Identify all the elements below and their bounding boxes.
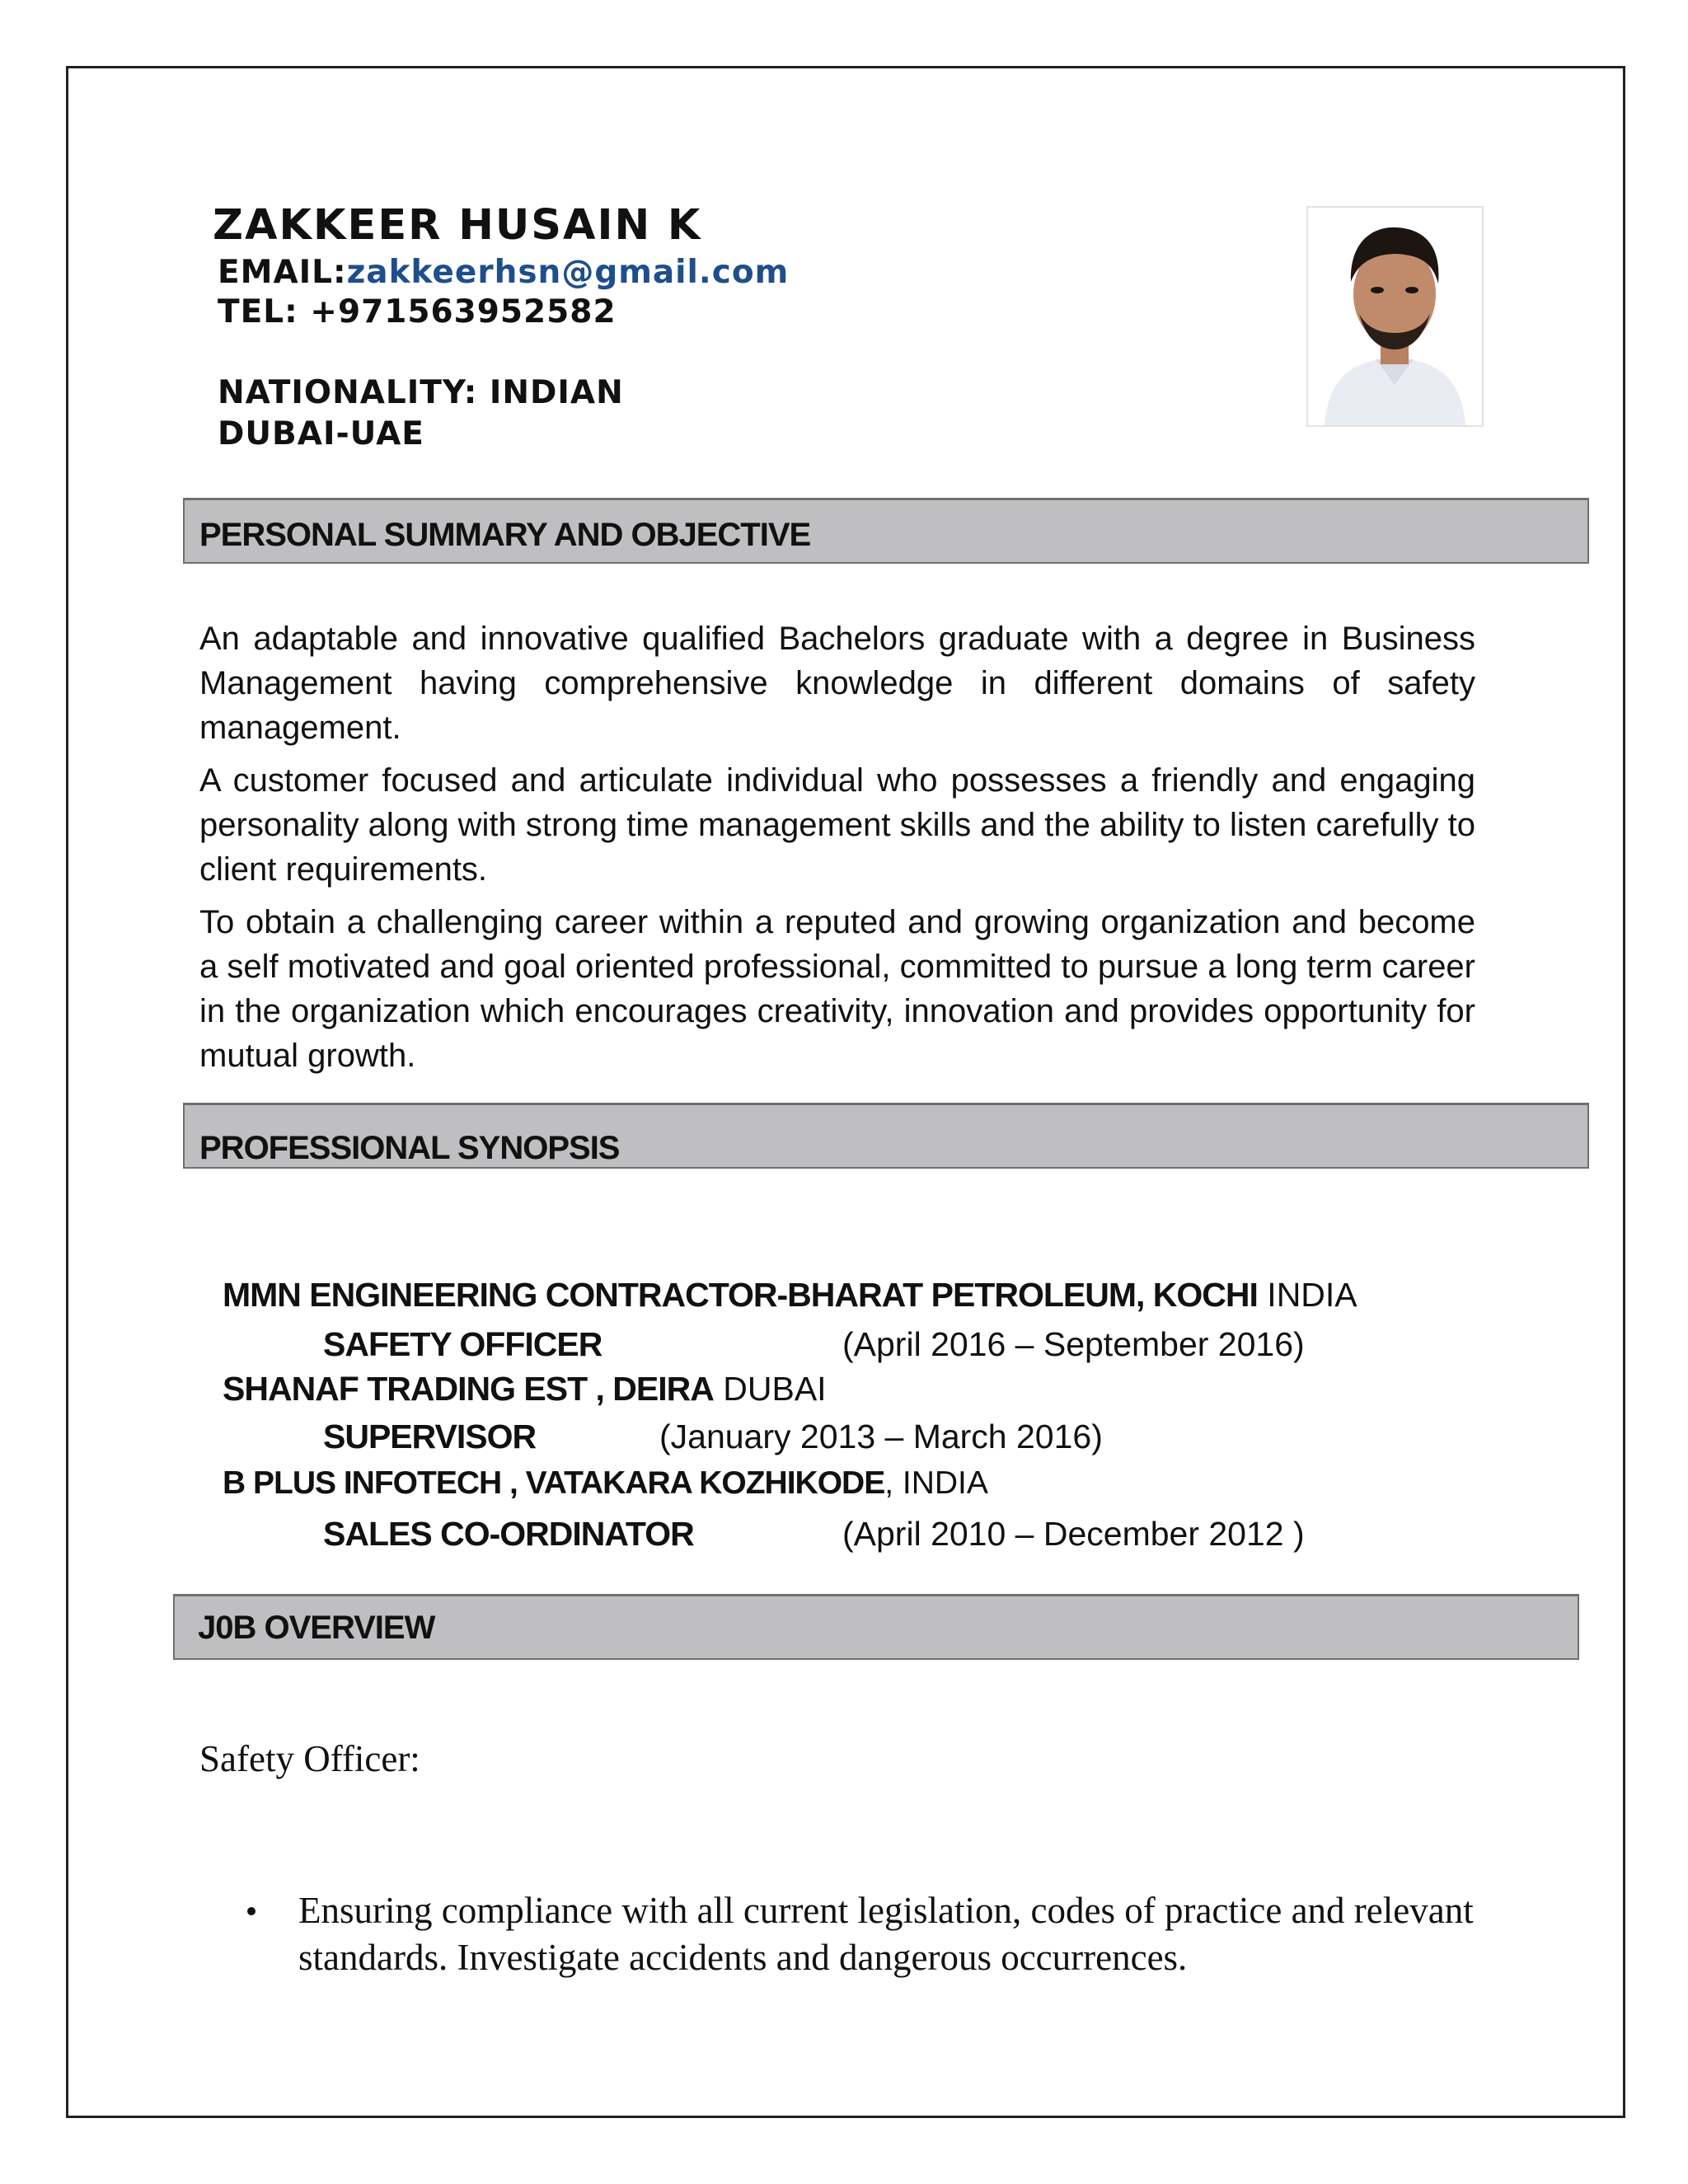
bullet-icon xyxy=(247,1907,256,1915)
job-role-3: SALES CO-ORDINATOR xyxy=(323,1515,694,1553)
email-link[interactable]: zakkeerhsn@gmail.com xyxy=(346,254,790,291)
job-company-1: MMN ENGINEERING CONTRACTOR-BHARAT PETROLEUM, KOCHI INDIA xyxy=(223,1276,1357,1314)
profile-photo-portrait xyxy=(1308,208,1482,425)
job-period-3: (April 2010 – December 2012 ) xyxy=(842,1515,1305,1553)
section-title-synopsis: PROFESSIONAL SYNOPSIS xyxy=(199,1130,620,1166)
email-label: EMAIL: xyxy=(218,254,347,291)
nationality: NATIONALITY: INDIAN xyxy=(218,374,624,411)
summary-paragraph-3: To obtain a challenging career within a reputed and growing organization and become a self motivated and goal oriented professional, committed to pursue a long term career in the organization which encourages creativity, innovation and provides opportunity for mutual growth. xyxy=(199,904,1475,1074)
section-bar-overview xyxy=(173,1594,1579,1660)
summary-paragraph-1: An adaptable and innovative qualified Bachelors graduate with a degree in Business Management having comprehensive knowledge in different domains of safety management. xyxy=(199,621,1475,746)
job-role-1: SAFETY OFFICER xyxy=(323,1325,603,1363)
job-period-2: (January 2013 – March 2016) xyxy=(659,1418,1103,1455)
section-title-summary: PERSONAL SUMMARY AND OBJECTIVE xyxy=(199,517,811,553)
job-company-2: SHANAF TRADING EST , DEIRA DUBAI xyxy=(223,1370,827,1408)
summary-paragraph-2: A customer focused and articulate individual who possesses a friendly and engaging personality along with strong time management skills and the ability to listen carefully to client requirements. xyxy=(199,762,1475,888)
job-company-3: B PLUS INFOTECH , VATAKARA KOZHIKODE, INDIA xyxy=(223,1465,988,1501)
profile-photo xyxy=(1306,206,1484,427)
section-title-overview: J0B OVERVIEW xyxy=(198,1610,435,1646)
job-period-1: (April 2016 – September 2016) xyxy=(842,1325,1305,1363)
overview-heading: Safety Officer: xyxy=(199,1738,420,1779)
job-role-2: SUPERVISOR xyxy=(323,1418,537,1455)
section-bar-synopsis xyxy=(183,1103,1589,1169)
email-line xyxy=(218,254,789,291)
location: DUBAI-UAE xyxy=(218,415,424,452)
section-bar-summary xyxy=(183,498,1589,564)
candidate-name: ZAKKEER HUSAIN K xyxy=(213,201,702,250)
telephone: TEL: +971563952582 xyxy=(218,293,617,330)
overview-bullet-1: Ensuring compliance with all current legislation, codes of practice and relevant standards. Investigate accidents and dangerous occurrences. xyxy=(298,1890,1474,1978)
